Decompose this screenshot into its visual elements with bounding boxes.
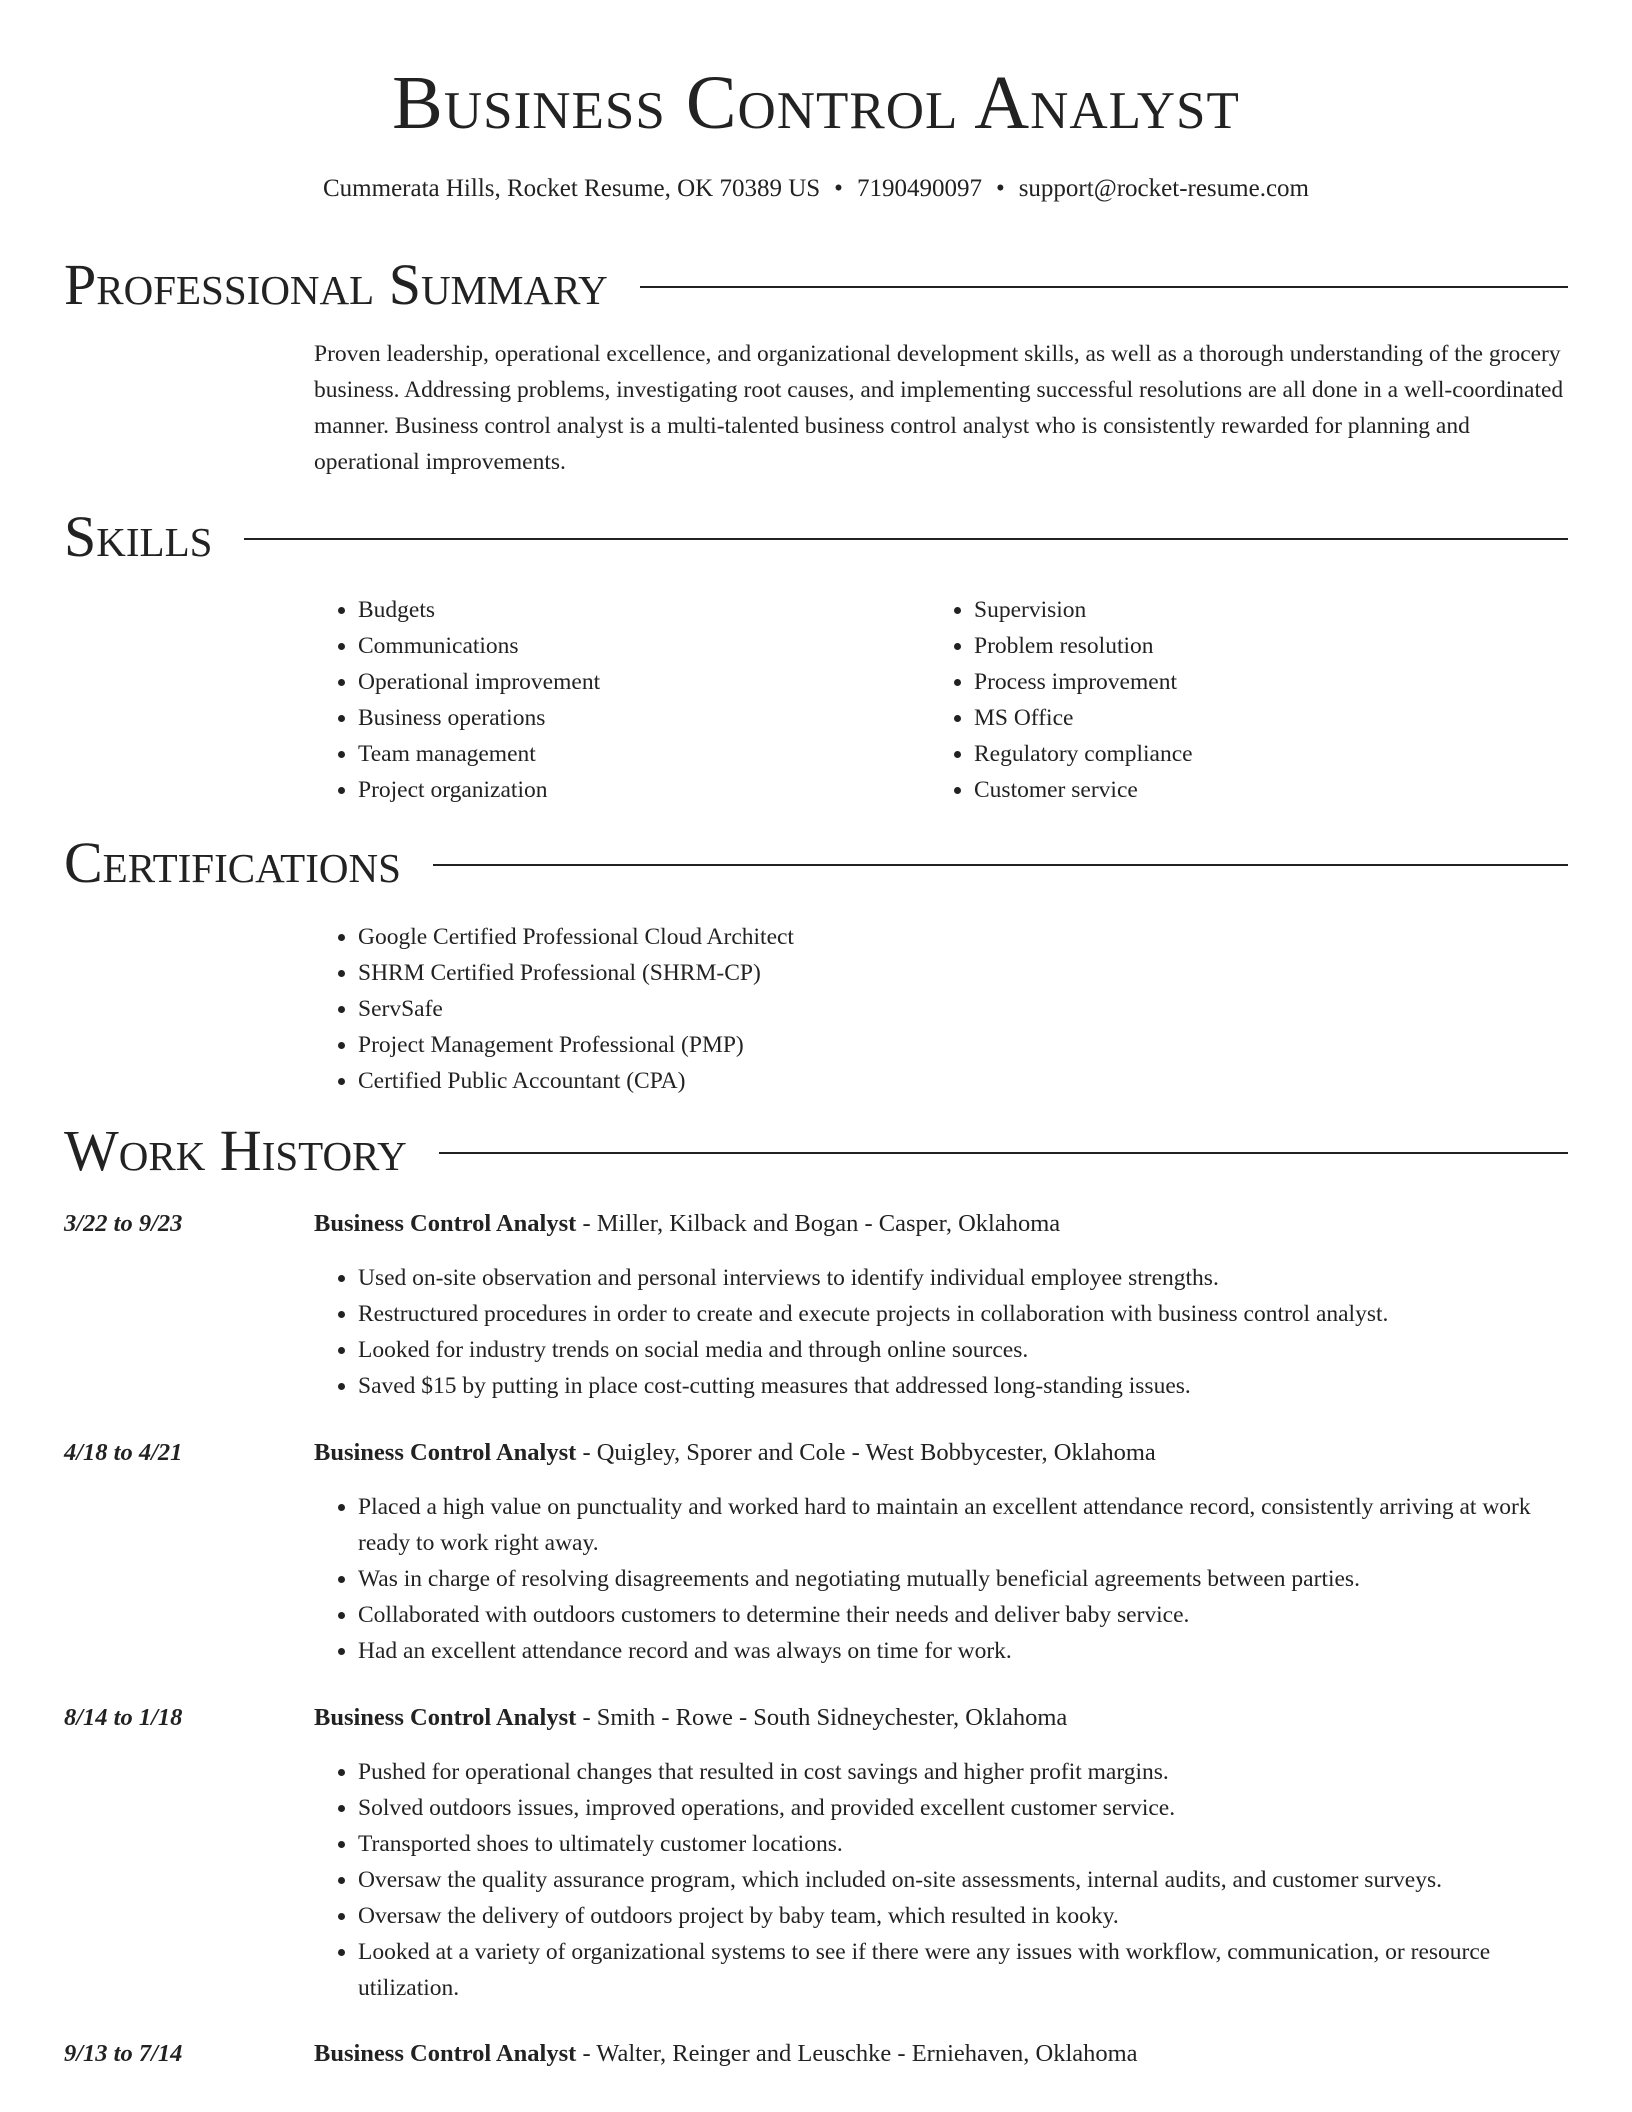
skill-item: • Team management — [358, 736, 914, 772]
job-role: Business Control Analyst — [314, 1704, 577, 1731]
job-bullet: • Oversaw the delivery of outdoors project by baby team, which resulted in kooky. — [358, 1898, 1566, 1934]
skill-item: • Business operations — [358, 700, 914, 736]
contact-phone: 7190490097 — [856, 175, 982, 202]
job-bullet: • Restructured procedures in order to create and execute projects in collaboration with business control analyst. — [358, 1296, 1566, 1332]
job-bullet: • Looked at a variety of organizational systems to see if there were any issues with workflow, communication, or resource utilization. — [358, 1934, 1566, 2006]
skill-item: • Process improvement — [974, 664, 1550, 700]
summary-section-title: Professional Summary — [64, 252, 608, 317]
contact-line — [0, 172, 1632, 206]
job-dates: 9/13 to 7/14 — [64, 2040, 183, 2067]
certifications-section-header — [64, 830, 1568, 896]
job-title-line — [314, 1700, 1566, 1736]
contact-address: Cummerata Hills, Rocket Resume, OK 70389 US — [323, 175, 821, 202]
skill-item: • Project organization — [358, 772, 914, 808]
certifications-section-title: Certifications — [64, 830, 401, 895]
job-bullet-list — [314, 1260, 1566, 1404]
skills-list-right — [930, 592, 1550, 808]
skills-column-right — [930, 592, 1550, 808]
summary-section-header — [64, 252, 1568, 318]
job-role: Business Control Analyst — [314, 1210, 577, 1237]
job-bullet: • Placed a high value on punctuality and worked hard to maintain an excellent attendance record, consistently arriving at work ready to work right away. — [358, 1489, 1566, 1561]
skills-section-header — [64, 504, 1568, 570]
skill-item: • MS Office — [974, 700, 1550, 736]
job-bullets — [314, 1489, 1566, 1669]
section-divider — [439, 1152, 1568, 1154]
job-employer: - Walter, Reinger and Leuschke - Erniehaven, Oklahoma — [576, 2040, 1138, 2067]
job-bullet: • Pushed for operational changes that resulted in cost savings and higher profit margins. — [358, 1754, 1566, 1790]
job-bullet-list — [314, 1754, 1566, 2006]
skill-item: • Problem resolution — [974, 628, 1550, 664]
job-employer: - Quigley, Sporer and Cole - West Bobbycester, Oklahoma — [576, 1439, 1156, 1466]
contact-email: support@rocket-resume.com — [1018, 175, 1309, 202]
work-section-title: Work History — [64, 1118, 407, 1183]
job-bullet-list — [314, 1489, 1566, 1669]
certification-item: • SHRM Certified Professional (SHRM-CP) — [358, 955, 1514, 991]
skills-section-title: Skills — [64, 504, 213, 569]
job-title-line — [314, 1435, 1566, 1471]
certification-item: • ServSafe — [358, 991, 1514, 1027]
section-divider — [433, 864, 1568, 866]
skills-column-left — [314, 592, 914, 808]
skill-item: • Operational improvement — [358, 664, 914, 700]
job-bullet: • Used on-site observation and personal interviews to identify individual employee strengths. — [358, 1260, 1566, 1296]
job-employer: - Miller, Kilback and Bogan - Casper, Oklahoma — [576, 1210, 1061, 1237]
skills-list-left — [314, 592, 914, 808]
contact-separator: • — [995, 175, 1005, 202]
job-bullet: • Was in charge of resolving disagreements and negotiating mutually beneficial agreements between parties. — [358, 1561, 1566, 1597]
certification-item: • Certified Public Accountant (CPA) — [358, 1063, 1514, 1099]
job-employer: - Smith - Rowe - South Sidneychester, Oklahoma — [576, 1704, 1068, 1731]
skill-item: • Supervision — [974, 592, 1550, 628]
job-bullet: • Oversaw the quality assurance program, which included on-site assessments, internal audits, and customer surveys. — [358, 1862, 1566, 1898]
section-divider — [640, 286, 1568, 288]
job-role: Business Control Analyst — [314, 2040, 577, 2067]
resume-name: Business Control Analyst — [392, 61, 1240, 145]
certifications-list — [314, 919, 1514, 1099]
contact-separator: • — [834, 175, 843, 202]
work-section-header — [64, 1118, 1568, 1184]
job-bullet: • Saved $15 by putting in place cost-cutting measures that addressed long-standing issues. — [358, 1368, 1566, 1404]
job-bullet: • Collaborated with outdoors customers to determine their needs and deliver baby service. — [358, 1597, 1566, 1633]
job-role: Business Control Analyst — [314, 1439, 577, 1466]
job-title-line — [314, 2036, 1566, 2072]
job-title-line — [314, 1206, 1566, 1242]
job-bullets — [314, 1754, 1566, 2006]
job-dates: 3/22 to 9/23 — [64, 1210, 183, 1237]
certification-item: • Google Certified Professional Cloud Architect — [358, 919, 1514, 955]
skill-item: • Communications — [358, 628, 914, 664]
certifications-block — [314, 919, 1514, 1099]
job-bullet: • Solved outdoors issues, improved operations, and provided excellent customer service. — [358, 1790, 1566, 1826]
job-bullet: • Looked for industry trends on social media and through online sources. — [358, 1332, 1566, 1368]
skill-item: • Regulatory compliance — [974, 736, 1550, 772]
job-dates: 8/14 to 1/18 — [64, 1704, 183, 1731]
job-bullet: • Had an excellent attendance record and was always on time for work. — [358, 1633, 1566, 1669]
job-bullets — [314, 1260, 1566, 1404]
summary-text: Proven leadership, operational excellence, and organizational development skills, as well as a thorough understanding of the grocery business. Addressing problems, investigating root causes, and implementing successful resolutions are all done in a well-coordinated manner. Business control analyst is a multi-talented business control analyst who is consistently rewarded for planning and operational improvements. — [314, 341, 1564, 475]
skill-item: • Customer service — [974, 772, 1550, 808]
section-divider — [244, 538, 1568, 540]
job-bullet: • Transported shoes to ultimately customer locations. — [358, 1826, 1566, 1862]
certification-item: • Project Management Professional (PMP) — [358, 1027, 1514, 1063]
job-dates: 4/18 to 4/21 — [64, 1439, 183, 1466]
skill-item: • Budgets — [358, 592, 914, 628]
